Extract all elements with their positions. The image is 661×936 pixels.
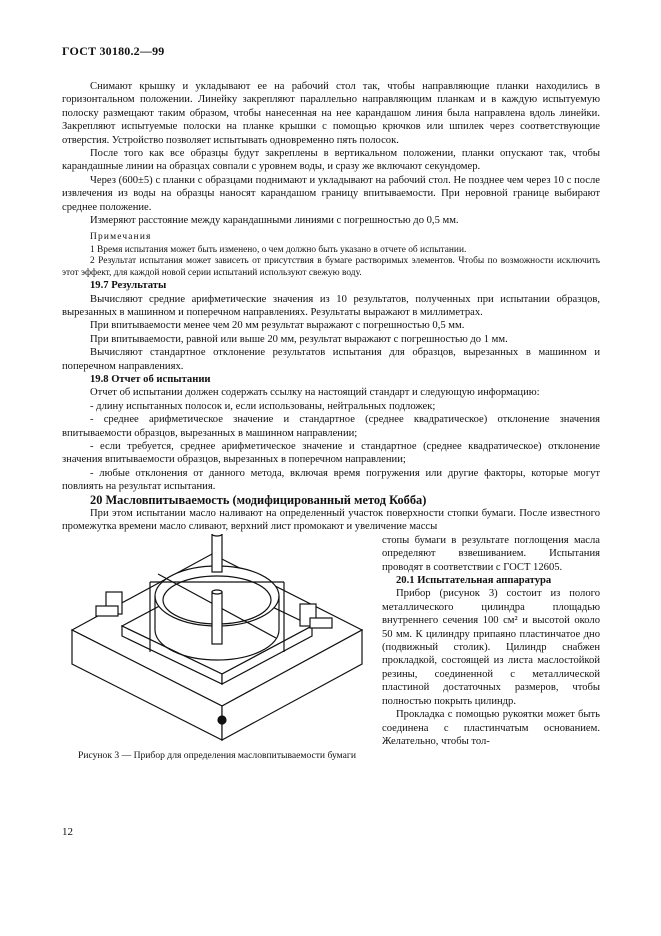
section-heading-20: 20 Масловпитываемость (модифицированный метод Кобба) — [90, 492, 427, 507]
list-item: - среднее арифметическое значение и стандартное (среднее квадратическое) отклонение значения впитываемости образцов, вырезанных в машинном направлении; — [62, 414, 600, 439]
figure-and-column — [62, 534, 600, 761]
section-heading-19-8: 19.8 Отчет об испытании — [90, 373, 211, 385]
note: 1 Время испытания может быть изменено, о чем должно быть указано в отчете об испытании. — [90, 244, 467, 255]
paragraph: Через (600±5) с планки с образцами поднимают и укладывают на рабочий стол. Не позднее чем через 10 с после извлечения из воды на образцы наносят карандашом границу впитываемости. При неровной границе выбирают среднее положение. — [62, 174, 600, 213]
list-item: - длину испытанных полосок и, если использованы, нейтральных подложек; — [90, 400, 436, 412]
document-header: ГОСТ 30180.2—99 — [62, 44, 165, 58]
paragraph: После того как все образцы будут закреплены в вертикальном положении, планки опускают так, чтобы карандашные линии на образцах совпали с уровнем воды, и сразу же включают секундомер. — [62, 148, 600, 173]
section-heading-19-7: 19.7 Результаты — [90, 280, 167, 292]
paragraph: стопы бумаги в результате поглощения масла определяют взвешиванием. Испытания проводят в соответствии с ГОСТ 12605. — [382, 534, 600, 573]
note: 2 Результат испытания может зависеть от присутствия в бумаге растворимых элементов. Чтобы по возможности исключить этот эффект, для каждой новой серии испытаний используют свежую воду. — [62, 256, 600, 278]
figure-caption: Рисунок 3 — Прибор для определения масловпитываемости бумаги — [78, 749, 356, 761]
paragraph: Прокладка с помощью рукоятки может быть соединена с пластинчатым основанием. Желательно, чтобы тол- — [382, 709, 600, 747]
section-heading-20-1: 20.1 Испытательная аппаратура — [396, 575, 552, 587]
paragraph: Вычисляют стандартное отклонение результатов испытания для образцов, вырезанных в машинном и поперечном направлениях. — [62, 347, 600, 372]
paragraph: При впитываемости, равной или выше 20 мм, результат выражают с погрешностью до 1 мм. — [90, 333, 508, 345]
paragraph: Снимают крышку и укладывают ее на рабочий стол так, чтобы направляющие планки находились в горизонтальном положении. Линейку закрепляют параллельно направляющим планкам и в каждую испытуемую полоску размещают таким образом, чтобы нанесенная на нее карандашом линия была направлена вдоль линейки. Закрепляют испытуемые полоски на планке крышки с помощью крючков или шпилек через соответствующие отверстия. Устройство позволяет испытывать одновременно пять полосок. — [62, 81, 600, 146]
list-item: - если требуется, среднее арифметическое значение и стандартное (среднее квадратическое) отклонение значения впитываемости образцов, вырезанных в поперечном направлении; — [62, 440, 600, 466]
notes-heading: Примечания — [90, 232, 152, 243]
paragraph: Прибор (рисунок 3) состоит из полого металлического цилиндра площадью внутреннего сечения 100 см² и высотой около 50 мм. К цилиндру припаяно пластинчатое дно (подвижный столик). Цилиндр снабжен прокладкой, состоящей из листа маслостойкой резины, соединенной с металлической пластиной достаточных размеров, чтобы полностью покрыть цилиндр. — [382, 588, 600, 707]
list-item: - любые отклонения от данного метода, включая время погружения или другие факторы, которые могут повлиять на результат испытания. — [62, 467, 600, 493]
right-column — [382, 534, 600, 749]
paragraph: Вычисляют средние арифметические значения из 10 результатов, полученных при испытании образцов, вырезанных в машинном и поперечном направлениях. Результаты выражают в миллиметрах. — [62, 293, 600, 318]
paragraph: При впитываемости менее чем 20 мм результат выражают с погрешностью 0,5 мм. — [90, 320, 465, 332]
paragraph: Отчет об испытании должен содержать ссылку на настоящий стандарт и следующую информацию: — [90, 387, 540, 399]
document-body — [62, 80, 600, 761]
paragraph: Измеряют расстояние между карандашными линиями с погрешностью до 0,5 мм. — [90, 215, 459, 227]
paragraph: При этом испытании масло наливают на определенный участок поверхности стопки бумаги. После известного промежутка времени масло сливают, верхний лист промокают и увеличение массы — [62, 508, 600, 533]
figure-3 — [62, 534, 372, 762]
page-number: 12 — [62, 826, 73, 838]
apparatus-drawing — [62, 534, 372, 746]
